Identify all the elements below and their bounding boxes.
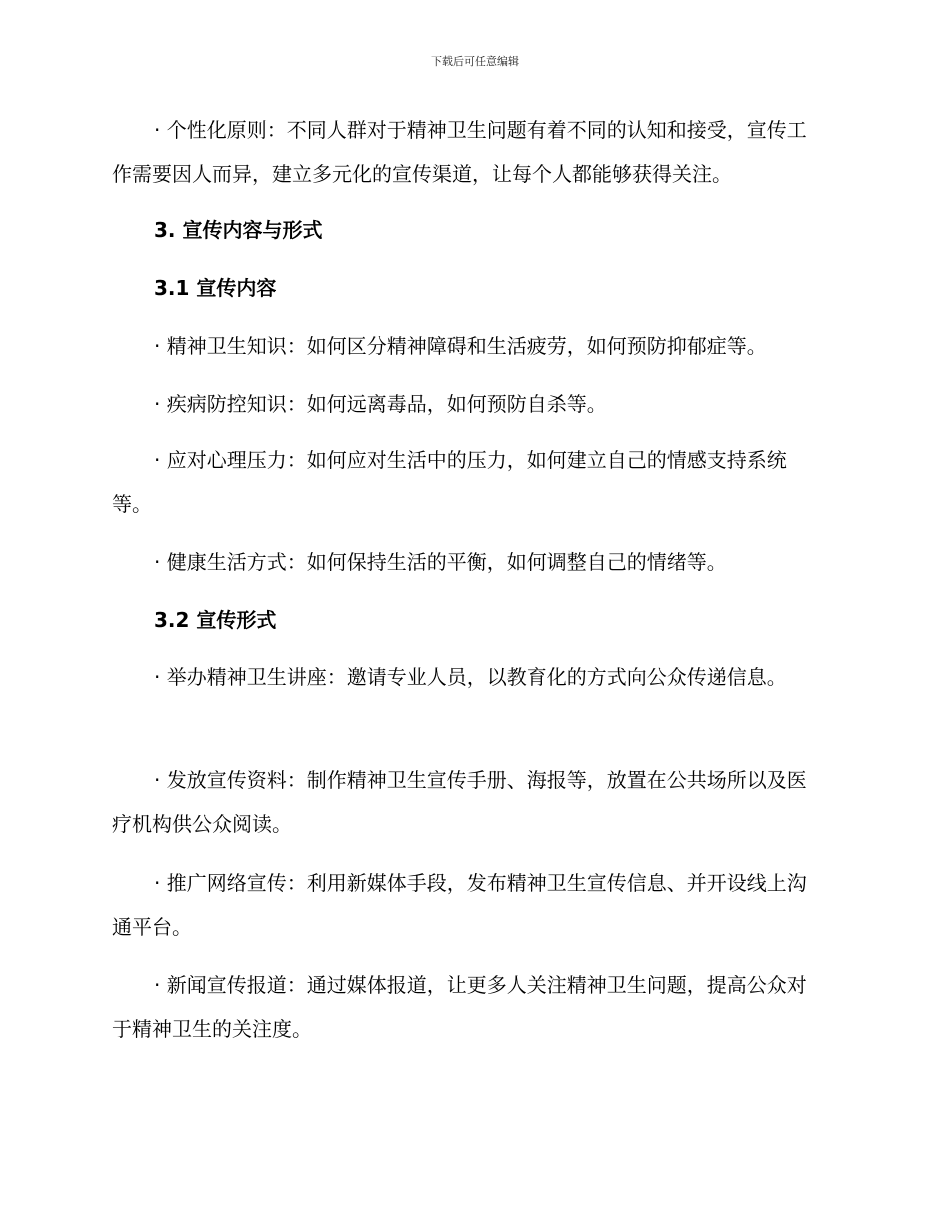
paragraph-online-promotion: · 推广网络宣传：利用新媒体手段，发布精神卫生宣传信息、并开设线上沟通平台。 — [112, 871, 807, 939]
heading-section-3-1: 3.1 宣传内容 — [154, 276, 277, 300]
paragraph-coping-stress: · 应对心理压力：如何应对生活中的压力，如何建立自己的情感支持系统等。 — [112, 448, 787, 516]
paragraph-disease-control-knowledge: · 疾病防控知识：如何远离毒品，如何预防自杀等。 — [154, 392, 607, 416]
paragraph-materials: · 发放宣传资料：制作精神卫生宣传手册、海报等，放置在公共场所以及医疗机构供公众阅读。 — [112, 768, 807, 836]
paragraph-mental-health-knowledge: · 精神卫生知识：如何区分精神障碍和生活疲劳，如何预防抑郁症等。 — [154, 334, 767, 358]
paragraph-healthy-lifestyle: · 健康生活方式：如何保持生活的平衡，如何调整自己的情绪等。 — [154, 550, 727, 574]
heading-section-3: 3. 宣传内容与形式 — [154, 218, 323, 242]
paragraph-personalization-principle: · 个性化原则：不同人群对于精神卫生问题有着不同的认知和接受，宣传工作需要因人而异，建立多元化的宣传渠道，让每个人都能够获得关注。 — [112, 118, 807, 186]
paragraph-news-reporting: · 新闻宣传报道：通过媒体报道，让更多人关注精神卫生问题，提高公众对于精神卫生的关注度。 — [112, 973, 807, 1041]
heading-section-3-2: 3.2 宣传形式 — [154, 608, 277, 632]
page-header: 下载后可任意编辑 — [431, 55, 519, 68]
paragraph-lecture: · 举办精神卫生讲座：邀请专业人员，以教育化的方式向公众传递信息。 — [154, 665, 787, 689]
